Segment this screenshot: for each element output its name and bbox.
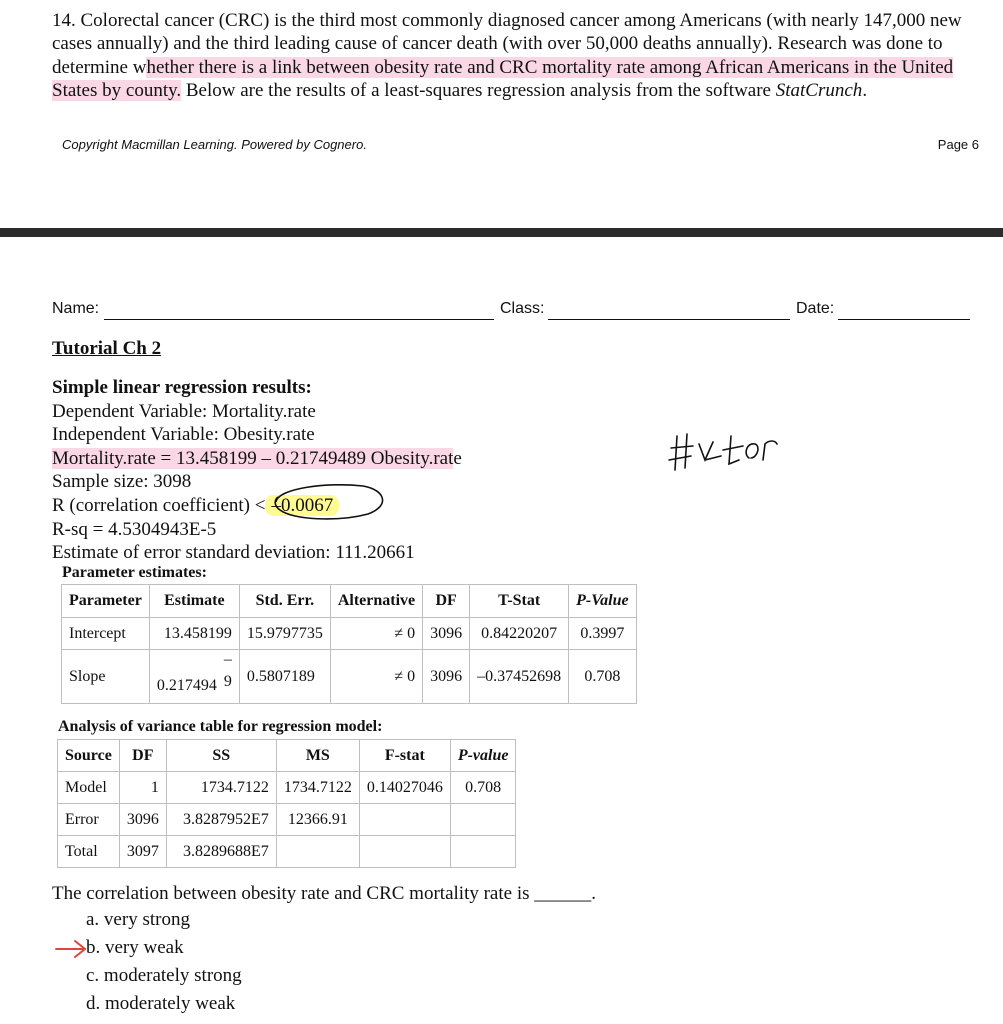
anova-f-stat: 0.14027046 xyxy=(359,772,450,804)
anova-caption: Analysis of variance table for regression model: xyxy=(58,718,383,735)
regression-results xyxy=(52,376,462,565)
col-parameter: Parameter xyxy=(62,585,150,618)
col-t-stat: T-Stat xyxy=(470,585,569,618)
param-t-stat: –0.37452698 xyxy=(470,650,569,704)
param-name: Intercept xyxy=(62,618,150,650)
anova-df: 1 xyxy=(119,772,166,804)
page-number: Page 6 xyxy=(937,137,979,152)
anova-ss: 3.8287952E7 xyxy=(166,804,276,836)
slope-estimate-digit: 9 xyxy=(223,672,232,690)
slope-estimate-stack xyxy=(157,651,232,703)
anova-f-stat xyxy=(359,836,450,868)
param-alternative: ≠ 0 xyxy=(330,618,422,650)
name-field-line xyxy=(104,319,494,320)
col-df: DF xyxy=(119,740,166,772)
question-text xyxy=(52,9,972,103)
question-period: . xyxy=(862,80,868,102)
anova-f-stat xyxy=(359,804,450,836)
table-row xyxy=(62,618,637,650)
col-alternative: Alternative xyxy=(330,585,422,618)
param-df: 3096 xyxy=(423,618,470,650)
mc-question: The correlation between obesity rate and CRC mortality rate is ______. xyxy=(52,883,596,904)
anova-table xyxy=(57,739,516,868)
r-squared: R-sq = 4.5304943E-5 xyxy=(52,518,217,540)
equation-highlighted: Mortality.rate = 13.458199 – 0.21749489 Obesity.rat xyxy=(52,447,454,469)
table-row xyxy=(58,836,516,868)
anova-source: Model xyxy=(58,772,120,804)
param-name: Slope xyxy=(62,650,150,704)
correlation-coefficient xyxy=(52,494,462,518)
independent-variable: Independent Variable: Obesity.rate xyxy=(52,424,315,446)
name-label: Name: xyxy=(52,300,100,317)
col-ms: MS xyxy=(276,740,359,772)
red-arrow-annotation xyxy=(54,938,88,960)
param-header-row xyxy=(62,585,637,618)
anova-ms xyxy=(276,836,359,868)
anova-p-value: 0.708 xyxy=(450,772,516,804)
table-row xyxy=(58,804,516,836)
anova-p-value xyxy=(450,836,516,868)
option-a[interactable]: a. very strong xyxy=(86,909,190,930)
parameter-estimates-table xyxy=(61,584,637,704)
anova-header-row xyxy=(58,740,516,772)
question-continuation: Below are the results of a least-squares regression analysis from the software xyxy=(181,80,776,102)
option-c[interactable]: c. moderately strong xyxy=(86,965,242,986)
param-p-value: 0.708 xyxy=(569,650,636,704)
option-d[interactable]: d. moderately weak xyxy=(86,993,236,1014)
r-label: R (correlation coefficient) xyxy=(52,494,255,516)
class-label: Class: xyxy=(500,300,545,317)
anova-ms: 1734.7122 xyxy=(276,772,359,804)
parameter-estimates-caption: Parameter estimates: xyxy=(62,564,207,581)
slope-estimate-minus: – xyxy=(223,650,232,668)
col-df: DF xyxy=(423,585,470,618)
anova-p-value xyxy=(450,804,516,836)
error-std-deviation: Estimate of error standard deviation: 111.20661 xyxy=(52,542,415,564)
anova-ms: 12366.91 xyxy=(276,804,359,836)
question-intro: 14. Colorectal cancer (CRC) is the third most commonly diagnosed cancer among Americans (with nearly 147,000 new cases annually) and the third leading cause of cancer death (with over 50,000 deaths annually). Research was done to determine w xyxy=(52,10,962,78)
r-value: –0.0067 xyxy=(265,495,339,516)
col-p-value: P-value xyxy=(450,740,516,772)
class-field-line xyxy=(548,319,790,320)
tutorial-title: Tutorial Ch 2 xyxy=(52,338,162,359)
col-f-stat: F-stat xyxy=(359,740,450,772)
anova-df: 3097 xyxy=(119,836,166,868)
anova-source: Total xyxy=(58,836,120,868)
anova-ss: 3.8289688E7 xyxy=(166,836,276,868)
col-p-value: P-Value xyxy=(569,585,636,618)
dependent-variable: Dependent Variable: Mortality.rate xyxy=(52,400,316,422)
col-ss: SS xyxy=(166,740,276,772)
param-t-stat: 0.84220207 xyxy=(470,618,569,650)
equation-tail: e xyxy=(453,447,462,469)
highlighted-question-phrase: hether there is a link between obesity rate and CRC mortality rate among African Americans in the United States by county. xyxy=(52,56,954,102)
copyright-text: Copyright Macmillan Learning. Powered by Cognero. xyxy=(62,137,367,152)
page-divider xyxy=(0,228,1003,237)
software-name: StatCrunch xyxy=(775,80,863,102)
table-row xyxy=(62,650,637,704)
col-source: Source xyxy=(58,740,120,772)
table-row xyxy=(58,772,516,804)
param-alternative: ≠ 0 xyxy=(330,650,422,704)
results-title: Simple linear regression results: xyxy=(52,377,312,398)
param-estimate xyxy=(149,650,239,704)
param-std-err: 15.9797735 xyxy=(239,618,330,650)
date-label: Date: xyxy=(796,300,835,317)
r-arrow-mark: < xyxy=(254,494,266,516)
anova-source: Error xyxy=(58,804,120,836)
param-p-value: 0.3997 xyxy=(569,618,636,650)
handwritten-circle-annotation xyxy=(268,480,388,520)
slope-estimate-main: 0.217494 xyxy=(156,676,217,694)
col-estimate: Estimate xyxy=(149,585,239,618)
regression-equation xyxy=(52,447,462,471)
anova-df: 3096 xyxy=(119,804,166,836)
param-estimate: 13.458199 xyxy=(149,618,239,650)
param-df: 3096 xyxy=(423,650,470,704)
anova-ss: 1734.7122 xyxy=(166,772,276,804)
sample-size: Sample size: 3098 xyxy=(52,471,192,493)
handwritten-tutor-note xyxy=(665,430,780,475)
option-b[interactable]: b. very weak xyxy=(86,937,184,958)
col-std-err: Std. Err. xyxy=(239,585,330,618)
date-field-line xyxy=(838,319,970,320)
param-std-err: 0.5807189 xyxy=(239,650,330,704)
